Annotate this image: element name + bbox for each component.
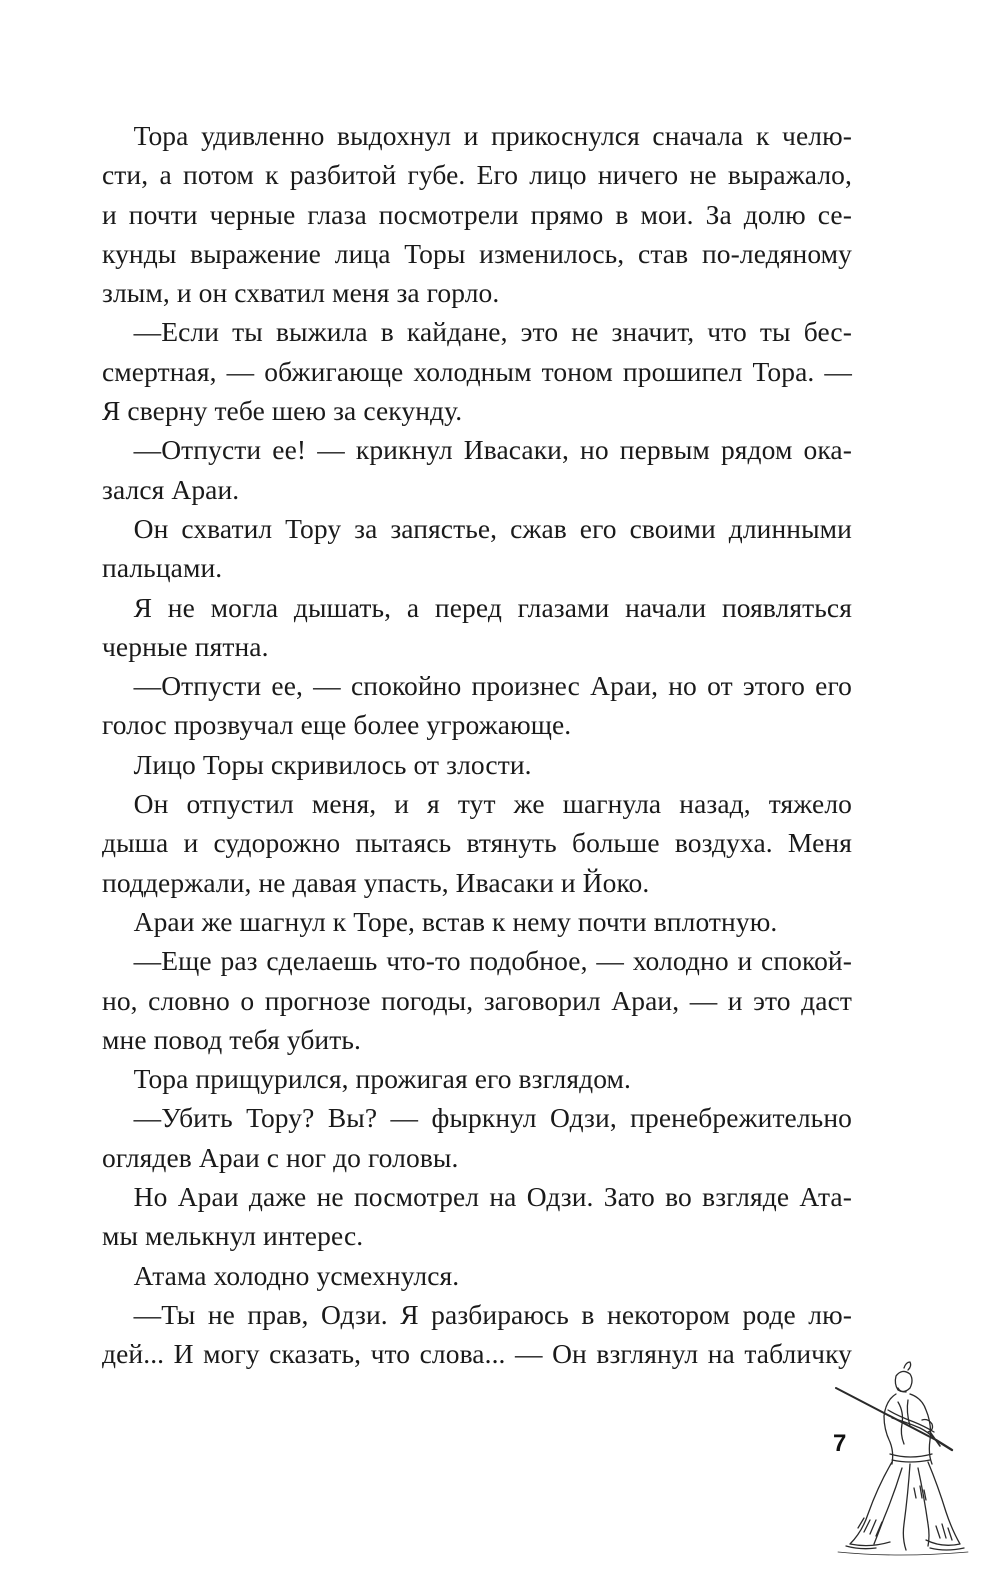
text-line: Я не могла дышать, а перед глазами начали появляться: [133, 591, 852, 623]
text-line: пальцами.: [102, 552, 223, 584]
page-number: 7: [833, 1430, 847, 1457]
text-line: голос прозвучал еще более угрожающе.: [102, 709, 572, 741]
text-line: смертная, — обжигающе холодным тоном прошипел Тора. —: [102, 355, 852, 387]
text-line: и почти черные глаза посмотрели прямо в мои. За долю се-: [102, 198, 852, 230]
text-line: Араи же шагнул к Торе, встав к нему почти вплотную.: [133, 905, 778, 937]
text-line: —Отпусти ее! — крикнул Ивасаки, но первым рядом ока-: [133, 434, 852, 466]
text-line: мне повод тебя убить.: [102, 1023, 361, 1055]
text-line: Он отпустил меня, и я тут же шагнула назад, тяжело: [133, 788, 852, 820]
text-line: —Если ты выжила в кайдане, это не значит, что ты бес-: [133, 316, 852, 348]
text-line: сти, а потом к разбитой губе. Его лицо ничего не выражало,: [102, 159, 852, 191]
text-line: Атама холодно усмехнулся.: [133, 1259, 460, 1291]
text-line: злым, и он схватил меня за горло.: [102, 277, 500, 309]
text-line: дей... И могу сказать, что слова... — Он взглянул на табличку: [102, 1338, 852, 1370]
text-line: Он схватил Тору за запястье, сжав его своими длинными: [133, 512, 852, 544]
text-line: дыша и судорожно пытаясь втянуть больше воздуха. Меня: [102, 827, 852, 859]
text-line: Но Араи даже не посмотрел на Одзи. Зато во взгляде Ата-: [133, 1181, 852, 1213]
samurai-illustration-icon: [818, 1358, 978, 1558]
body-text: [102, 116, 852, 1374]
text-line: зался Араи.: [102, 473, 240, 505]
text-line: но, словно о прогнозе погоды, заговорил Араи, — и это даст: [102, 984, 852, 1016]
text-line: —Убить Тору? Вы? — фыркнул Одзи, пренебрежительно: [133, 1102, 852, 1134]
text-line: Я сверну тебе шею за секунду.: [102, 395, 463, 427]
text-line: —Отпусти ее, — спокойно произнес Араи, но от этого его: [133, 670, 852, 702]
text-line: поддержали, не давая упасть, Ивасаки и Йоко.: [102, 866, 650, 898]
text-line: Тора прищурился, прожигая его взглядом.: [133, 1063, 632, 1095]
text-line: черные пятна.: [102, 630, 269, 662]
text-line: оглядев Араи с ног до головы.: [102, 1141, 459, 1173]
text-line: кунды выражение лица Торы изменилось, став по-ледяному: [102, 237, 852, 269]
text-line: —Ты не прав, Одзи. Я разбираюсь в некотором роде лю-: [133, 1298, 852, 1330]
text-line: мы мелькнул интерес.: [102, 1220, 364, 1252]
text-line: Лицо Торы скривилось от злости.: [133, 748, 532, 780]
text-line: Тора удивленно выдохнул и прикоснулся сначала к челю-: [133, 120, 852, 151]
text-line: —Еще раз сделаешь что-то подобное, — холодно и спокой-: [133, 945, 852, 977]
